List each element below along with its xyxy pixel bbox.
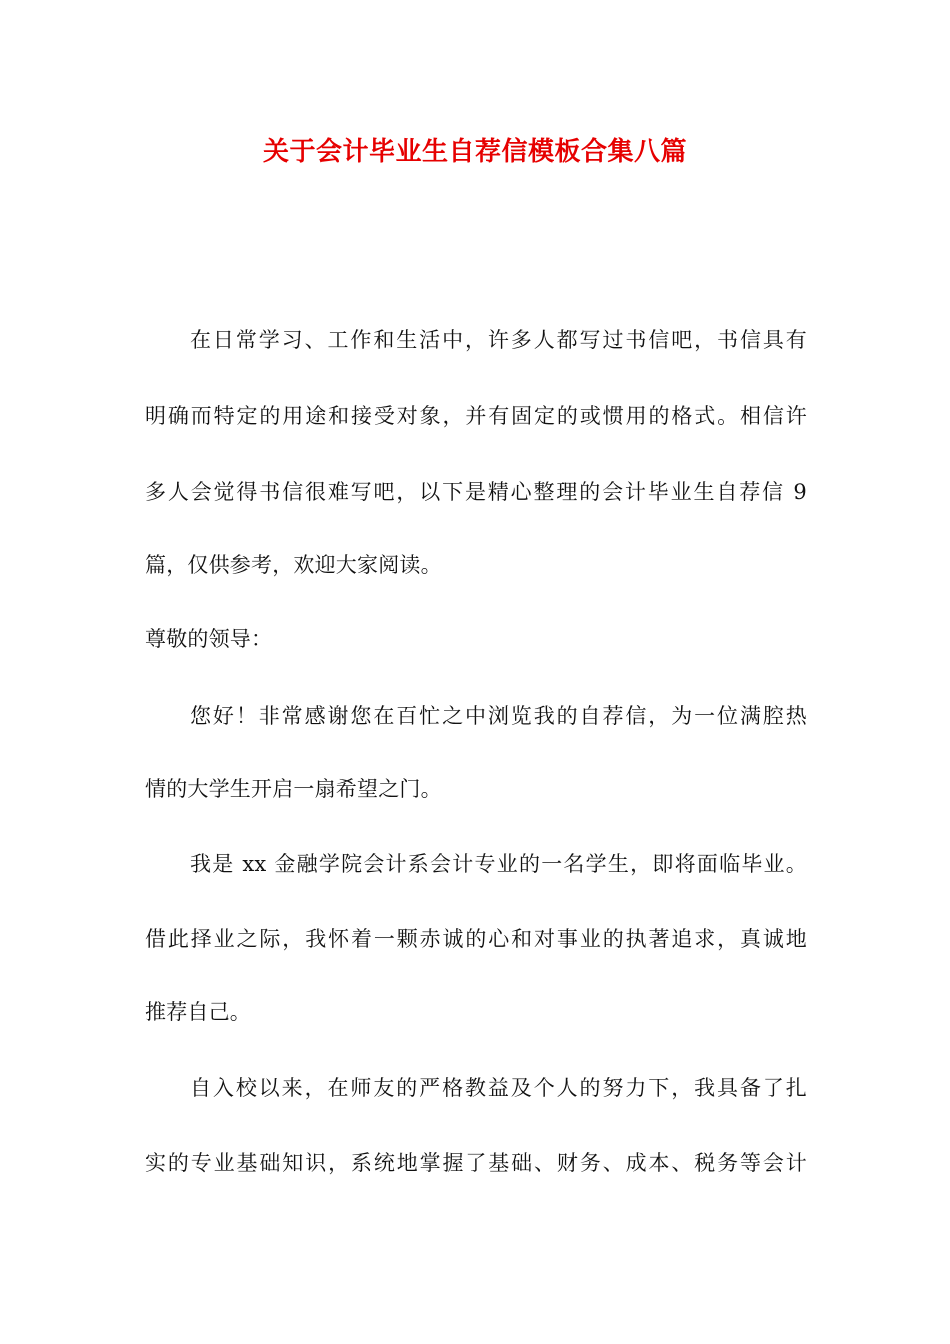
text-line: 我是 xx 金融学院会计系会计专业的一名学生，即将面临毕业。 bbox=[190, 852, 807, 876]
text-line: 篇，仅供参考，欢迎大家阅读。 bbox=[145, 553, 442, 577]
text-line: 您好！非常感谢您在百忙之中浏览我的自荐信，为一位满腔热 bbox=[190, 704, 807, 728]
text-line: 自入校以来，在师友的严格教益及个人的努力下，我具备了扎 bbox=[190, 1076, 807, 1100]
text-line: 借此择业之际，我怀着一颗赤诚的心和对事业的执著追求，真诚地 bbox=[145, 927, 807, 951]
text-line: 实的专业基础知识，系统地掌握了基础、财务、成本、税务等会计 bbox=[145, 1151, 807, 1175]
text-line: 在日常学习、工作和生活中，许多人都写过书信吧，书信具有 bbox=[190, 328, 807, 352]
salutation: 尊敬的领导： bbox=[145, 627, 273, 651]
text-line: 推荐自己。 bbox=[145, 1000, 251, 1024]
text-line: 情的大学生开启一扇希望之门。 bbox=[145, 777, 442, 801]
text-line: 明确而特定的用途和接受对象，并有固定的或惯用的格式。相信许 bbox=[145, 404, 807, 428]
document-title: 关于会计毕业生自荐信模板合集八篇 bbox=[262, 137, 687, 167]
text-line: 多人会觉得书信很难写吧，以下是精心整理的会计毕业生自荐信 9 bbox=[145, 480, 807, 504]
